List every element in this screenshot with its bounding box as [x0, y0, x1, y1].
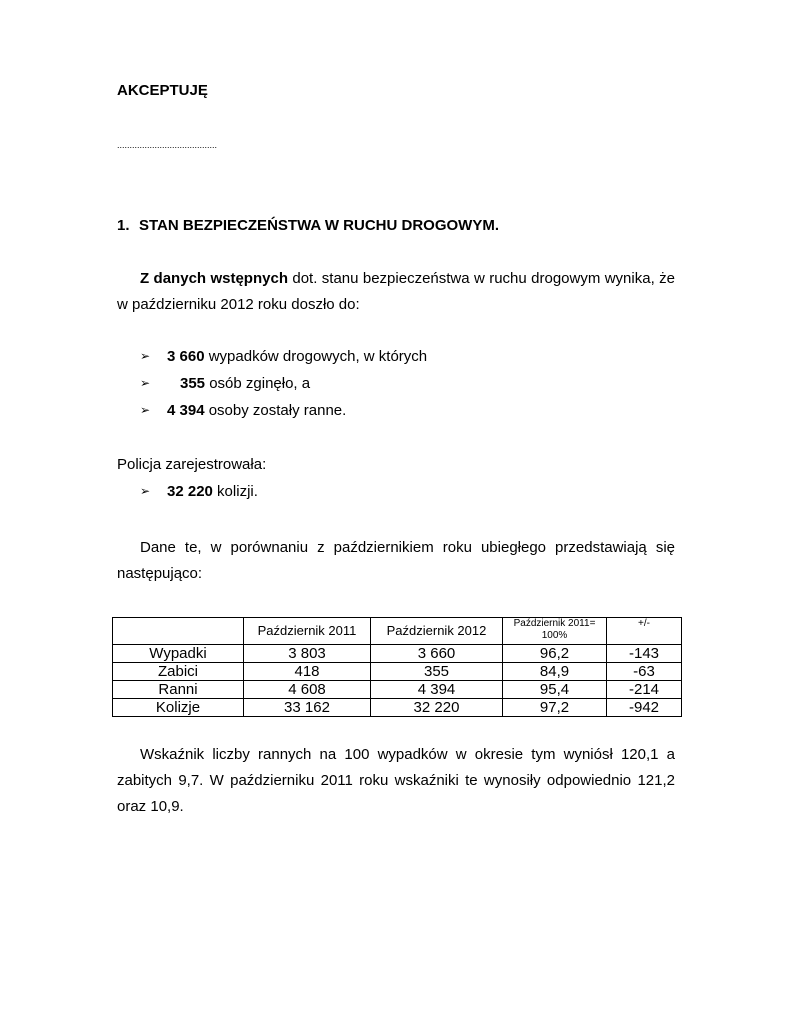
bullet-value: 4 394 [167, 402, 205, 419]
table-header-cell: Październik 2011 [244, 618, 371, 645]
intro-bold-lead: Z danych wstępnych [140, 270, 288, 287]
arrow-bullet-icon: ➢ [140, 349, 151, 363]
bullet-text: osób zginęło, a [205, 375, 311, 392]
table-cell: Ranni [113, 681, 244, 699]
table-row [113, 681, 682, 699]
table-cell: 95,4 [503, 681, 607, 699]
accept-label: AKCEPTUJĘ [117, 82, 208, 99]
police-label: Policja zarejestrowała: [117, 456, 267, 473]
table-cell: -63 [607, 663, 682, 681]
bullet-killed [140, 375, 310, 392]
bullet-text: osoby zostały ranne. [204, 402, 347, 419]
table-cell: 355 [371, 663, 503, 681]
table-row [113, 699, 682, 717]
bullet-collisions [140, 483, 258, 500]
bullet-value: 32 220 [167, 483, 213, 500]
table-cell: 96,2 [503, 645, 607, 663]
bullet-injured [140, 402, 346, 419]
table-cell: -143 [607, 645, 682, 663]
table-header-row [113, 618, 682, 645]
table-header-cell: Październik 2012 [371, 618, 503, 645]
section-title: STAN BEZPIECZEŃSTWA W RUCHU DROGOWYM. [139, 217, 499, 234]
signature-line: ........................................ [117, 140, 218, 150]
table-cell: 4 608 [244, 681, 371, 699]
table-row [113, 645, 682, 663]
comparison-paragraph [117, 535, 675, 587]
section-heading [117, 217, 499, 234]
table-cell: 97,2 [503, 699, 607, 717]
table-cell: 84,9 [503, 663, 607, 681]
intro-text: dot. stanu bezpieczeństwa w ruchu drogowym wynika, że w październiku 2012 roku doszło do: [117, 270, 675, 313]
bullet-value: 355 [180, 375, 206, 392]
table-cell: 32 220 [371, 699, 503, 717]
table-cell: -942 [607, 699, 682, 717]
table-cell: Kolizje [113, 699, 244, 717]
summary-text: Wskaźnik liczby rannych na 100 wypadków w okresie tym wyniósł 120,1 a zabitych 9,7. W październiku 2011 roku wskaźniki te wynosiły odpowiednio 121,2 oraz 10,9. [117, 746, 675, 815]
table-header-cell: Październik 2011= 100% [503, 618, 607, 645]
comparison-text: Dane te, w porównaniu z październikiem roku ubiegłego przedstawiają się następująco: [117, 539, 675, 582]
table-cell: 3 803 [244, 645, 371, 663]
table-cell: -214 [607, 681, 682, 699]
table-header-cell [113, 618, 244, 645]
table-cell: Wypadki [113, 645, 244, 663]
arrow-bullet-icon: ➢ [140, 403, 151, 417]
table-header-cell: +/- [607, 618, 682, 645]
bullet-text: wypadków drogowych, w których [204, 348, 428, 365]
table-cell: 418 [244, 663, 371, 681]
table-cell: Zabici [113, 663, 244, 681]
bullet-value: 3 660 [167, 348, 205, 365]
bullet-accidents [140, 348, 427, 365]
table-cell: 4 394 [371, 681, 503, 699]
section-number: 1. [117, 217, 130, 234]
table-cell: 3 660 [371, 645, 503, 663]
summary-paragraph [117, 742, 675, 820]
arrow-bullet-icon: ➢ [140, 484, 151, 498]
arrow-bullet-icon: ➢ [140, 376, 151, 390]
intro-paragraph [117, 266, 675, 318]
statistics-table [112, 617, 682, 717]
table-cell: 33 162 [244, 699, 371, 717]
bullet-text: kolizji. [212, 483, 258, 500]
table-row [113, 663, 682, 681]
